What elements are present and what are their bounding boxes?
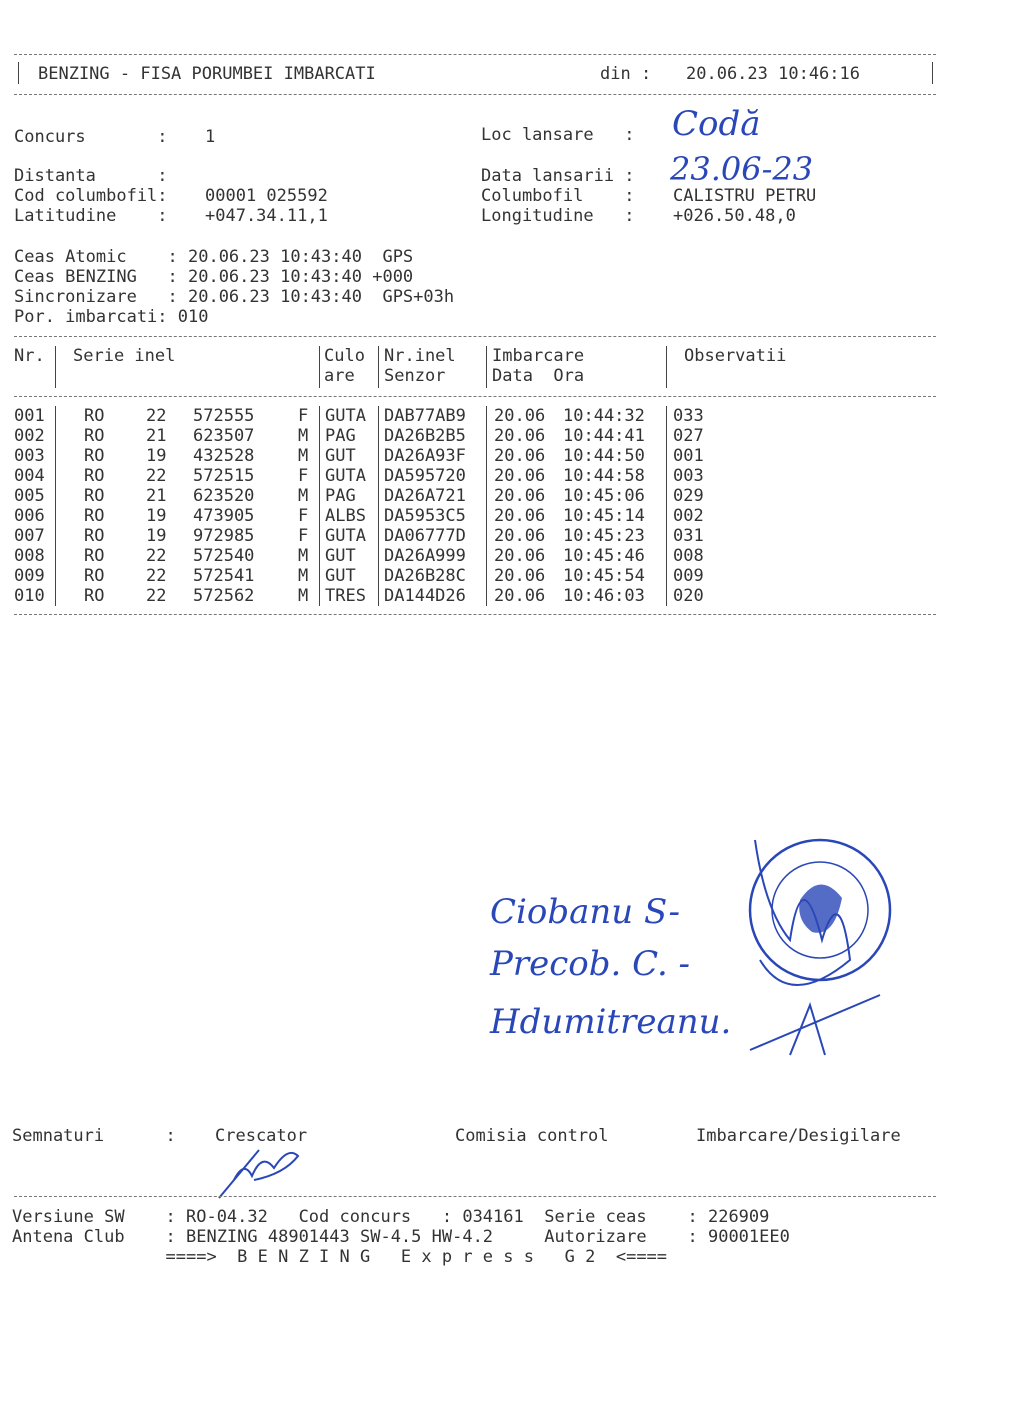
cell-sex: M	[298, 446, 309, 466]
loc-lansare-label: Loc lansare :	[481, 125, 635, 145]
cell-senzor: DAB77AB9	[384, 406, 466, 426]
cell-ora: 10:45:23	[563, 526, 645, 546]
col-header-serie: Serie inel	[73, 346, 176, 366]
row-divider	[378, 466, 379, 486]
cell-obs: 020	[673, 586, 704, 606]
row-divider	[486, 446, 487, 466]
cell-obs: 033	[673, 406, 704, 426]
cell-ora: 10:45:46	[563, 546, 645, 566]
row-divider	[378, 486, 379, 506]
row-divider	[319, 426, 320, 446]
cell-senzor: DA595720	[384, 466, 466, 486]
row-divider	[378, 446, 379, 466]
cell-sex: F	[298, 466, 309, 486]
row-divider	[666, 406, 667, 426]
cell-obs: 027	[673, 426, 704, 446]
row-divider	[666, 466, 667, 486]
commission-signature-line-3: Hdumitreanu.	[490, 1002, 732, 1042]
cell-tara: RO	[84, 446, 105, 466]
col-header-imbarcare: Imbarcare	[492, 346, 585, 366]
cell-serie: 572562	[193, 586, 255, 606]
cell-culoare: TRES	[325, 586, 366, 606]
cell-tara: RO	[84, 546, 105, 566]
cell-senzor: DA26A721	[384, 486, 466, 506]
cell-obs: 002	[673, 506, 704, 526]
cell-data: 20.06	[494, 546, 546, 566]
commission-signature-line-1: Ciobanu S-	[490, 892, 681, 932]
cell-culoare: GUTA	[325, 406, 366, 426]
cell-an: 19	[146, 526, 167, 546]
row-divider	[55, 446, 56, 466]
row-divider	[319, 586, 320, 606]
cell-data: 20.06	[494, 406, 546, 426]
imbarcare-desigilare-label: Imbarcare/Desigilare	[696, 1126, 901, 1146]
cell-an: 21	[146, 426, 167, 446]
cell-serie: 473905	[193, 506, 255, 526]
cell-data: 20.06	[494, 506, 546, 526]
cell-data: 20.06	[494, 486, 546, 506]
cell-ora: 10:45:14	[563, 506, 645, 526]
cell-nr: 006	[14, 506, 45, 526]
cell-an: 22	[146, 566, 167, 586]
row-divider	[666, 486, 667, 506]
cell-sex: M	[298, 486, 309, 506]
row-divider	[486, 546, 487, 566]
cell-sex: M	[298, 566, 309, 586]
row-divider	[486, 466, 487, 486]
cell-tara: RO	[84, 426, 105, 446]
longitudine-label: Longitudine :	[481, 206, 635, 226]
longitudine-value: +026.50.48,0	[673, 206, 796, 226]
cell-tara: RO	[84, 506, 105, 526]
row-divider	[55, 586, 56, 606]
row-divider	[319, 506, 320, 526]
cell-nr: 001	[14, 406, 45, 426]
cell-serie: 572515	[193, 466, 255, 486]
header-right-bar	[932, 62, 933, 84]
porumbei-imbarcati-line: Por. imbarcati: 010	[14, 307, 209, 327]
cell-an: 21	[146, 486, 167, 506]
cell-tara: RO	[84, 486, 105, 506]
cell-tara: RO	[84, 466, 105, 486]
col-header-culo-2: are	[324, 366, 355, 386]
cell-data: 20.06	[494, 566, 546, 586]
report-timestamp: 20.06.23 10:46:16	[686, 64, 860, 84]
row-divider	[486, 486, 487, 506]
latitudine-label: Latitudine :	[14, 206, 168, 226]
col-header-data-ora: Data Ora	[492, 366, 585, 386]
club-stamp	[730, 820, 900, 1070]
cell-culoare: GUT	[325, 446, 356, 466]
cell-data: 20.06	[494, 586, 546, 606]
cell-senzor: DA26A93F	[384, 446, 466, 466]
cell-serie: 572541	[193, 566, 255, 586]
crescator-label: Crescator	[215, 1126, 308, 1146]
cell-culoare: GUTA	[325, 466, 366, 486]
row-divider	[55, 526, 56, 546]
loc-lansare-handwritten: Codă	[672, 104, 761, 144]
cell-data: 20.06	[494, 426, 546, 446]
columbofil-label: Columbofil :	[481, 186, 635, 206]
header-divider-imb	[486, 346, 487, 388]
row-divider	[486, 566, 487, 586]
row-divider	[666, 566, 667, 586]
header-divider-nrinel	[378, 346, 379, 388]
col-header-culo: Culo	[324, 346, 365, 366]
crescator-signature	[214, 1140, 304, 1202]
row-divider	[55, 466, 56, 486]
row-divider	[319, 466, 320, 486]
row-divider	[486, 506, 487, 526]
cell-obs: 029	[673, 486, 704, 506]
cell-culoare: GUTA	[325, 526, 366, 546]
comisia-control-label: Comisia control	[455, 1126, 609, 1146]
col-header-nrinel: Nr.inel	[384, 346, 456, 366]
cell-culoare: GUT	[325, 546, 356, 566]
latitudine-value: +047.34.11,1	[205, 206, 328, 226]
cell-ora: 10:44:41	[563, 426, 645, 446]
row-divider	[55, 506, 56, 526]
cell-senzor: DA26B2B5	[384, 426, 466, 446]
row-divider	[55, 546, 56, 566]
cell-ora: 10:44:32	[563, 406, 645, 426]
table-header-rule	[14, 396, 936, 397]
cell-sex: F	[298, 526, 309, 546]
cell-serie: 572555	[193, 406, 255, 426]
header-bottom-rule	[14, 94, 936, 95]
cell-nr: 005	[14, 486, 45, 506]
row-divider	[319, 546, 320, 566]
ceas-atomic-line: Ceas Atomic : 20.06.23 10:43:40 GPS	[14, 247, 414, 267]
cell-obs: 003	[673, 466, 704, 486]
cell-tara: RO	[84, 586, 105, 606]
cell-tara: RO	[84, 406, 105, 426]
cell-sex: F	[298, 406, 309, 426]
header-top-rule	[14, 54, 936, 55]
cell-serie: 572540	[193, 546, 255, 566]
row-divider	[486, 406, 487, 426]
row-divider	[55, 486, 56, 506]
row-divider	[319, 486, 320, 506]
cell-an: 22	[146, 586, 167, 606]
cell-nr: 009	[14, 566, 45, 586]
cell-an: 22	[146, 406, 167, 426]
columbofil-value: CALISTRU PETRU	[673, 186, 817, 206]
row-divider	[378, 546, 379, 566]
cell-senzor: DA06777D	[384, 526, 466, 546]
distanta-label: Distanta :	[14, 166, 168, 186]
report-title: BENZING - FISA PORUMBEI IMBARCATI	[38, 64, 376, 84]
cell-sex: M	[298, 546, 309, 566]
row-divider	[378, 586, 379, 606]
cell-an: 22	[146, 546, 167, 566]
row-divider	[55, 406, 56, 426]
cell-obs: 031	[673, 526, 704, 546]
cod-columbofil-label: Cod columbofil:	[14, 186, 168, 206]
cell-data: 20.06	[494, 446, 546, 466]
cell-culoare: PAG	[325, 486, 356, 506]
cell-nr: 002	[14, 426, 45, 446]
cell-ora: 10:46:03	[563, 586, 645, 606]
cell-ora: 10:44:50	[563, 446, 645, 466]
sincronizare-line: Sincronizare : 20.06.23 10:43:40 GPS+03h	[14, 287, 455, 307]
col-header-senzor: Senzor	[384, 366, 446, 386]
row-divider	[666, 586, 667, 606]
row-divider	[55, 566, 56, 586]
cell-senzor: DA26A999	[384, 546, 466, 566]
cell-sex: F	[298, 506, 309, 526]
cell-culoare: GUT	[325, 566, 356, 586]
row-divider	[378, 426, 379, 446]
table-top-rule	[14, 336, 936, 337]
cell-serie: 623520	[193, 486, 255, 506]
row-divider	[319, 566, 320, 586]
row-divider	[486, 526, 487, 546]
col-header-observatii: Observatii	[684, 346, 787, 366]
row-divider	[666, 446, 667, 466]
cell-obs: 008	[673, 546, 704, 566]
concurs-label: Concurs :	[14, 127, 168, 147]
row-divider	[378, 506, 379, 526]
row-divider	[666, 546, 667, 566]
cell-sex: M	[298, 426, 309, 446]
cell-serie: 623507	[193, 426, 255, 446]
cell-obs: 009	[673, 566, 704, 586]
cell-nr: 010	[14, 586, 45, 606]
header-divider-nr	[55, 346, 56, 388]
data-lansarii-handwritten: 23.06-23	[670, 150, 814, 188]
row-divider	[486, 586, 487, 606]
commission-signature-line-2: Precob. C. -	[490, 944, 691, 984]
cell-serie: 972985	[193, 526, 255, 546]
row-divider	[55, 426, 56, 446]
cell-ora: 10:45:06	[563, 486, 645, 506]
cell-nr: 008	[14, 546, 45, 566]
din-label: din :	[600, 64, 652, 84]
cell-tara: RO	[84, 566, 105, 586]
row-divider	[486, 426, 487, 446]
cell-ora: 10:45:54	[563, 566, 645, 586]
semnaturi-label: Semnaturi :	[12, 1126, 176, 1146]
cell-an: 22	[146, 466, 167, 486]
footer-antena-line: Antena Club : BENZING 48901443 SW-4.5 HW-4.2 Autorizare : 90001EE0	[12, 1227, 790, 1247]
cell-senzor: DA5953C5	[384, 506, 466, 526]
footer-rule	[14, 1196, 936, 1197]
row-divider	[319, 406, 320, 426]
cell-serie: 432528	[193, 446, 255, 466]
ceas-benzing-line: Ceas BENZING : 20.06.23 10:43:40 +000	[14, 267, 414, 287]
footer-versiune-line: Versiune SW : RO-04.32 Cod concurs : 034161 Serie ceas : 226909	[12, 1207, 770, 1227]
cell-an: 19	[146, 506, 167, 526]
cell-an: 19	[146, 446, 167, 466]
cell-nr: 007	[14, 526, 45, 546]
cell-culoare: ALBS	[325, 506, 366, 526]
cell-data: 20.06	[494, 526, 546, 546]
cell-ora: 10:44:58	[563, 466, 645, 486]
cell-nr: 003	[14, 446, 45, 466]
header-divider-obs	[666, 346, 667, 388]
cell-culoare: PAG	[325, 426, 356, 446]
row-divider	[666, 506, 667, 526]
row-divider	[378, 526, 379, 546]
col-header-nr: Nr.	[14, 346, 45, 366]
row-divider	[378, 566, 379, 586]
row-divider	[378, 406, 379, 426]
cell-sex: M	[298, 586, 309, 606]
header-left-bar	[18, 62, 19, 84]
data-lansarii-label: Data lansarii :	[481, 166, 635, 186]
cell-nr: 004	[14, 466, 45, 486]
cell-senzor: DA26B28C	[384, 566, 466, 586]
header-divider-culo	[319, 346, 320, 388]
row-divider	[319, 526, 320, 546]
footer-benzing-express-line: ====> B E N Z I N G E x p r e s s G 2 <====	[12, 1247, 668, 1267]
cell-senzor: DA144D26	[384, 586, 466, 606]
table-bottom-rule	[14, 614, 936, 615]
cell-obs: 001	[673, 446, 704, 466]
cell-tara: RO	[84, 526, 105, 546]
row-divider	[666, 426, 667, 446]
concurs-value: 1	[205, 127, 216, 147]
row-divider	[319, 446, 320, 466]
cell-data: 20.06	[494, 466, 546, 486]
row-divider	[666, 526, 667, 546]
cod-columbofil-value: 00001 025592	[205, 186, 328, 206]
